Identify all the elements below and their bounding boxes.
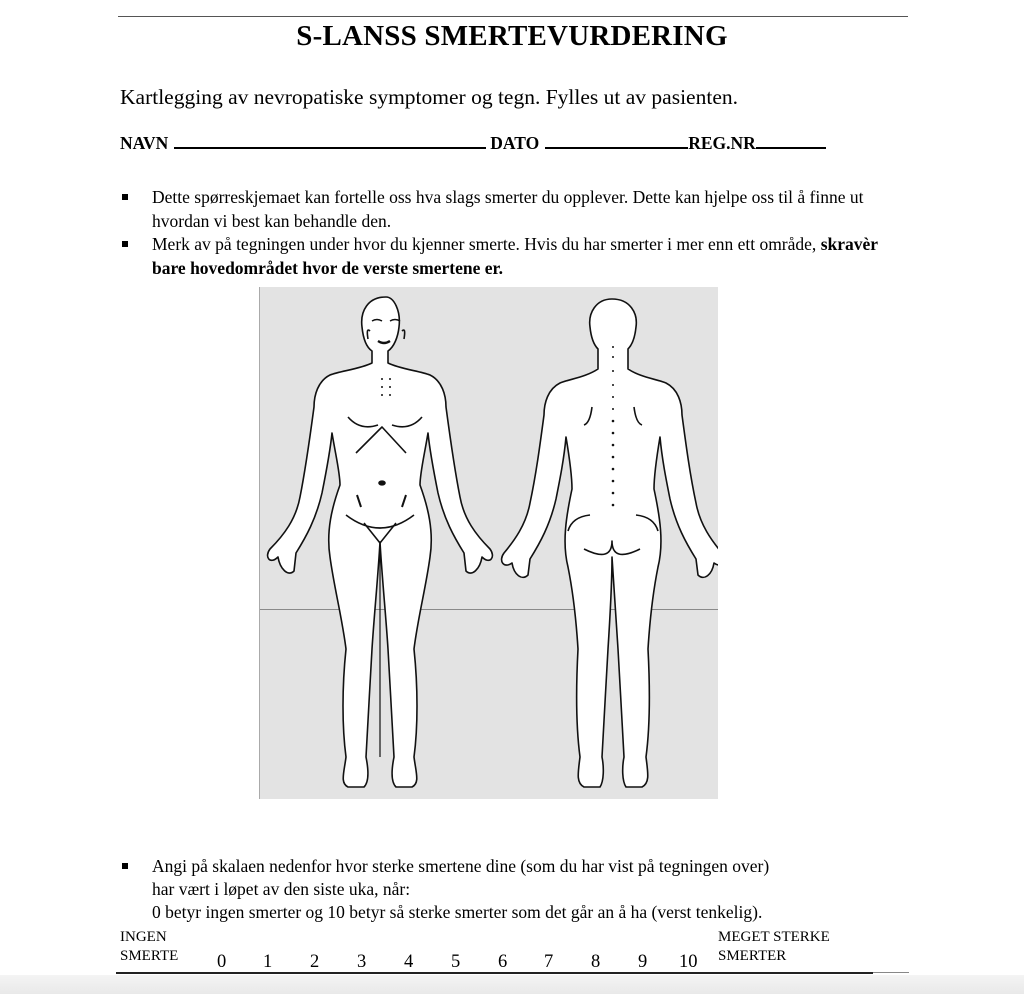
scale-value-3[interactable]: 3 <box>357 952 367 972</box>
bullet-square-icon <box>122 863 128 869</box>
document-title: S-LANSS SMERTEVURDERING <box>296 20 728 52</box>
reg-label: REG.NR <box>688 133 756 153</box>
scale-value-8[interactable]: 8 <box>591 952 601 972</box>
name-label: NAVN <box>120 133 169 153</box>
reg-field[interactable] <box>756 133 826 149</box>
instruction-item <box>120 233 910 280</box>
instruction-list <box>120 186 910 280</box>
scale-value-7[interactable]: 7 <box>544 952 554 972</box>
back-body-figure <box>502 299 718 787</box>
instruction-text: Dette spørreskjemaet kan fortelle oss hva slags smerter du opplever. Dette kan hjelpe oss til å finne ut hvordan vi best kan behandle den. <box>152 187 864 231</box>
name-field[interactable] <box>174 133 486 149</box>
patient-fields <box>120 133 830 154</box>
scale-baseline <box>116 972 873 974</box>
scale-instruction <box>120 855 910 924</box>
scale-value-2[interactable]: 2 <box>310 952 320 972</box>
scale-value-1[interactable]: 1 <box>263 952 273 972</box>
scale-max-label <box>718 928 830 966</box>
scale-min-label-line: SMERTE <box>120 948 179 964</box>
body-drawing[interactable] <box>260 287 718 799</box>
scale-min-label <box>120 928 178 966</box>
scale-min-label-line: INGEN <box>120 929 167 945</box>
page-bottom-shadow <box>0 975 1024 994</box>
scale-value-6[interactable]: 6 <box>498 952 508 972</box>
scale-max-label-line: MEGET STERKE <box>718 929 830 945</box>
body-chart[interactable] <box>259 287 718 799</box>
back-body-outline <box>502 299 718 787</box>
scale-max-label-line: SMERTER <box>718 948 787 964</box>
date-label: DATO <box>490 133 540 153</box>
instruction-item <box>120 186 910 233</box>
scale-value-10[interactable]: 10 <box>679 952 698 972</box>
document-subtitle: Kartlegging av nevropatiske symptomer og tegn. Fylles ut av pasienten. <box>120 85 738 109</box>
scale-value-4[interactable]: 4 <box>404 952 414 972</box>
instruction-emphasis: skravèr bare hovedområdet hvor de verste smertene er. <box>152 234 878 278</box>
scale-value-9[interactable]: 9 <box>638 952 648 972</box>
bullet-square-icon <box>122 194 128 200</box>
scale-instruction-line: Angi på skalaen nedenfor hvor sterke smertene dine (som du har vist på tegningen over) <box>152 856 770 876</box>
pain-scale <box>120 928 910 972</box>
date-field[interactable] <box>545 133 688 149</box>
top-rule <box>118 16 908 17</box>
scale-baseline-extension <box>873 972 909 973</box>
scale-instruction-line: har vært i løpet av den siste uka, når: <box>152 879 411 899</box>
scale-value-5[interactable]: 5 <box>451 952 461 972</box>
scale-value-0[interactable]: 0 <box>217 952 227 972</box>
front-body-figure <box>268 297 493 787</box>
instruction-text: Merk av på tegningen under hvor du kjenner smerte. Hvis du har smerter i mer enn ett område, <box>152 234 821 254</box>
bullet-square-icon <box>122 241 128 247</box>
instruction-item <box>120 855 910 924</box>
scale-instruction-line: 0 betyr ingen smerter og 10 betyr så sterke smerter som det går an å ha (verst tenkelig). <box>152 902 763 922</box>
